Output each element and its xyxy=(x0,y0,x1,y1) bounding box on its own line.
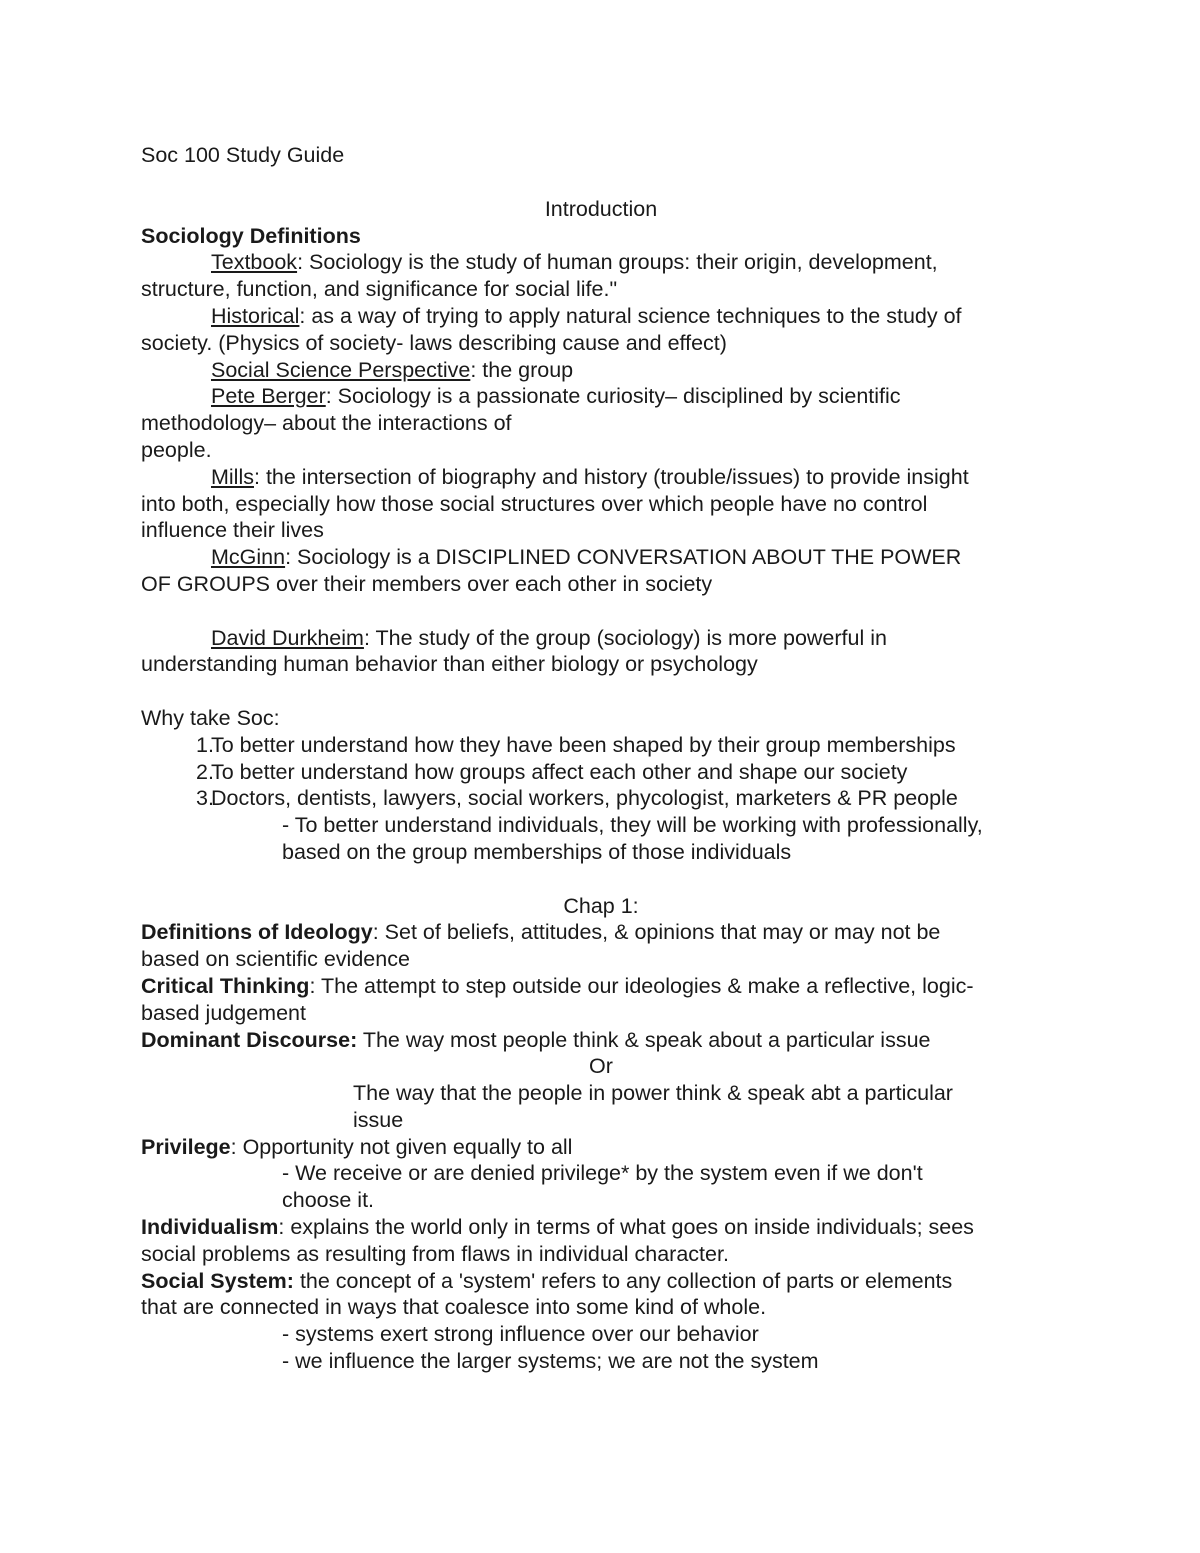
dominant-discourse-or: Or xyxy=(589,1054,613,1079)
list-item: 2. To better understand how groups affect each other and shape our society xyxy=(196,759,908,784)
definition-berger-cont: methodology– about the interactions of xyxy=(141,411,512,436)
term-mills: Mills xyxy=(211,464,254,489)
definition-mills: Mills: the intersection of biography and history (trouble/issues) to provide insight xyxy=(211,464,969,489)
reasons-list xyxy=(141,732,1061,812)
term-historical: Historical xyxy=(211,303,300,328)
term-individualism: Individualism xyxy=(141,1215,279,1240)
section-heading-chap1: Chap 1: xyxy=(563,893,639,918)
privilege-subpoint: - We receive or are denied privilege* by the system even if we don't xyxy=(282,1161,923,1186)
sociology-definitions-heading: Sociology Definitions xyxy=(141,223,361,248)
term-david-durkheim: David Durkheim xyxy=(211,625,364,650)
reason-3-subpoint-cont: based on the group memberships of those individuals xyxy=(282,839,792,864)
definition-durkheim: David Durkheim: The study of the group (sociology) is more powerful in xyxy=(211,625,887,650)
term-privilege: Privilege xyxy=(141,1134,231,1159)
definition-ideology: Definitions of Ideology: Set of beliefs, attitudes, & opinions that may or may not be xyxy=(141,920,941,945)
term-critical-thinking: Critical Thinking xyxy=(141,973,310,998)
term-ideology: Definitions of Ideology xyxy=(141,920,373,945)
definition-ideology-cont: based on scientific evidence xyxy=(141,947,410,972)
social-system-subpoint-1: - systems exert strong influence over our behavior xyxy=(282,1322,759,1347)
definition-textbook-cont: structure, function, and significance for social life." xyxy=(141,277,618,302)
definition-mills-cont2: influence their lives xyxy=(141,518,324,543)
definition-dominant-discourse: Dominant Discourse: The way most people think & speak about a particular issue xyxy=(141,1027,931,1052)
definition-mcginn: McGinn: Sociology is a DISCIPLINED CONVERSATION ABOUT THE POWER xyxy=(211,545,962,570)
definition-critical-thinking-cont: based judgement xyxy=(141,1000,306,1025)
term-dominant-discourse: Dominant Discourse: xyxy=(141,1027,358,1052)
dominant-discourse-alt: The way that the people in power think & speak abt a particular xyxy=(353,1081,953,1106)
term-pete-berger: Pete Berger xyxy=(211,384,326,409)
definition-berger-cont2: people. xyxy=(141,437,212,462)
social-system-subpoint-2: - we influence the larger systems; we are not the system xyxy=(282,1349,819,1374)
term-social-science-perspective: Social Science Perspective xyxy=(211,357,471,382)
definition-social-system-cont: that are connected in ways that coalesce into some kind of whole. xyxy=(141,1295,767,1320)
definition-historical-cont: society. (Physics of society- laws describing cause and effect) xyxy=(141,330,727,355)
privilege-subpoint-cont: choose it. xyxy=(282,1188,375,1213)
term-textbook: Textbook xyxy=(211,250,298,275)
document-title: Soc 100 Study Guide xyxy=(141,143,345,167)
term-mcginn: McGinn xyxy=(211,545,286,570)
definition-individualism: Individualism: explains the world only in terms of what goes on inside individuals; sees xyxy=(141,1215,974,1240)
list-item: 1. To better understand how they have been shaped by their group memberships xyxy=(196,732,956,757)
dominant-discourse-alt-cont: issue xyxy=(353,1107,404,1132)
definition-durkheim-cont: understanding human behavior than either biology or psychology xyxy=(141,652,758,677)
term-social-system: Social System: xyxy=(141,1268,294,1293)
definition-berger: Pete Berger: Sociology is a passionate curiosity– disciplined by scientific xyxy=(211,384,901,409)
definition-social-science: Social Science Perspective: the group xyxy=(211,357,574,382)
reason-3-subpoint: - To better understand individuals, they will be working with professionally, xyxy=(282,813,983,838)
definition-mcginn-cont: OF GROUPS over their members over each other in society xyxy=(141,571,713,596)
definition-mills-cont: into both, especially how those social structures over which people have no control xyxy=(141,491,928,516)
document-body xyxy=(141,142,1061,1375)
definition-textbook: Textbook: Sociology is the study of human groups: their origin, development, xyxy=(211,250,938,275)
section-heading-introduction: Introduction xyxy=(544,196,658,221)
list-item: 3. Doctors, dentists, lawyers, social workers, phycologist, marketers & PR people xyxy=(196,786,958,811)
definition-historical: Historical: as a way of trying to apply natural science techniques to the study of xyxy=(211,303,962,328)
definition-social-system: Social System: the concept of a 'system' refers to any collection of parts or elements xyxy=(141,1268,953,1293)
definition-privilege: Privilege: Opportunity not given equally to all xyxy=(141,1134,573,1159)
definition-individualism-cont: social problems as resulting from flaws in individual character. xyxy=(141,1241,729,1266)
definition-critical-thinking: Critical Thinking: The attempt to step outside our ideologies & make a reflective, logic- xyxy=(141,973,974,998)
why-take-soc-heading: Why take Soc: xyxy=(141,705,280,730)
